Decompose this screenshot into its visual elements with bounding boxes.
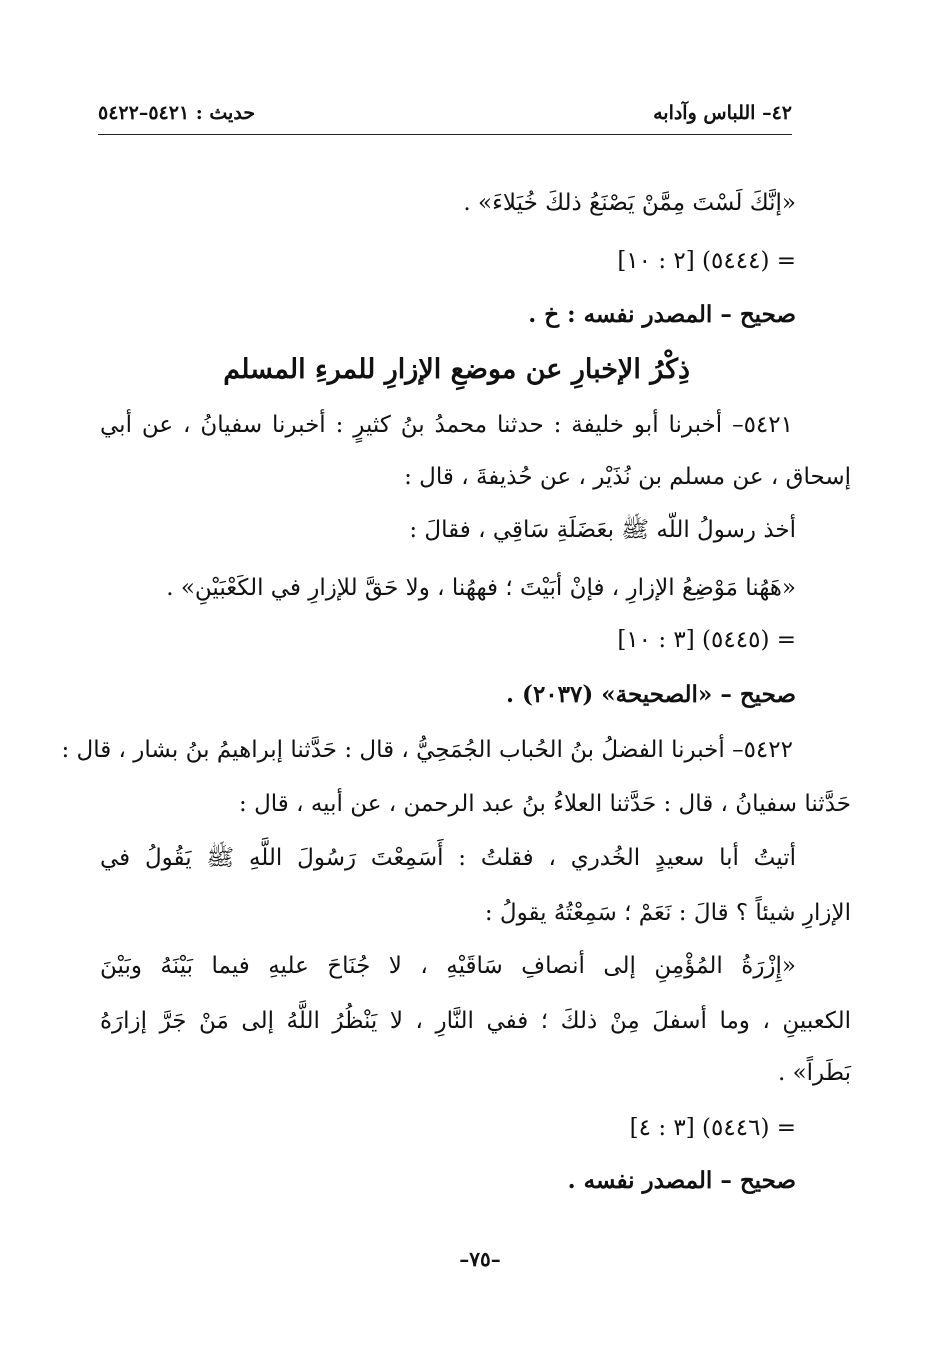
grading-line: صحيح – المصدر نفسه : خ . [528,301,796,328]
hadith-text-line: أتيتُ أبا سعيدٍ الخُدري ، فقلتُ : أَسَمِعْتَ رَسُولَ اللَّهِ ﷺ يَقُولُ في [100,845,796,871]
cross-reference: = (٥٤٤٥) [٣ : ١٠] [617,627,796,653]
hadith-text-line: «إنَّكَ لَسْتَ مِمَّنْ يَصْنَعُ ذلكَ خُيَلاءَ» . [463,190,796,216]
hadith-text-line: الإزارِ شيئاً ؟ قالَ : نَعَمْ ؛ سَمِعْتُهُ يقولُ : [484,900,851,926]
hadith-text-line: حَدَّثنا سفيانُ ، قال : حَدَّثنا العلاءُ بنُ عبد الرحمن ، عن أبيه ، قال : [239,791,851,817]
hadith-text-line: إسحاق ، عن مسلم بن نُذَيْر ، عن حُذيفةَ ، قال : [404,464,851,490]
chapter-title: ٤٢– اللباس وآدابه [653,102,792,124]
hadith-text-line: ٥٤٢١– أخبرنا أبو خليفة : حدثنا محمدُ بنُ كثيرٍ : أخبرنا سفيانُ ، عن أبي [100,412,793,438]
grading-line: صحيح – «الصحيحة» (٢٠٣٧) . [506,681,796,708]
cross-reference: = (٥٤٤٦) [٣ : ٤] [629,1115,796,1141]
section-heading: ذِكْرُ الإخبارِ عن موضعِ الإزارِ للمرءِ المسلم [223,354,690,385]
hadith-range: حديث : ٥٤٢١–٥٤٢٢ [98,102,256,124]
page-number: –٧٥– [459,1247,501,1271]
hadith-text-line: «هَهُنا مَوْضِعُ الإزارِ ، فإنْ أبَيْتَ ؛ فههُنا ، ولا حَقَّ للإزارِ في الكَعْبَيْنِ» . [166,575,796,601]
hadith-text-line: أخذ رسولُ اللّه ﷺ بعَضَلَةِ سَاقِي ، فقالَ : [409,517,796,543]
hadith-text-line: بَطَراً» . [777,1060,851,1086]
hadith-text-line: الكعبينِ ، وما أسفلَ مِنْ ذلكَ ؛ ففي النَّارِ ، لا يَنْظُرُ اللَّهُ إلى مَنْ جَرَّ إزارَهُ [100,1008,851,1034]
cross-reference: = (٥٤٤٤) [٢ : ١٠] [617,248,796,274]
hadith-text-line: «إِزْرَةُ المُؤْمِنِ إلى أنصافِ سَاقَيْهِ ، لا جُنَاحَ عليهِ فيما بَيْنَهُ وبَيْنَ [100,953,796,979]
hadith-text-line: ٥٤٢٢– أخبرنا الفضلُ بنُ الحُباب الجُمَحِيُّ ، قال : حَدَّثنا إبراهيمُ بنُ بشار ، قال : [61,737,793,763]
grading-line: صحيح – المصدر نفسه . [567,1167,796,1194]
running-header [98,100,792,135]
